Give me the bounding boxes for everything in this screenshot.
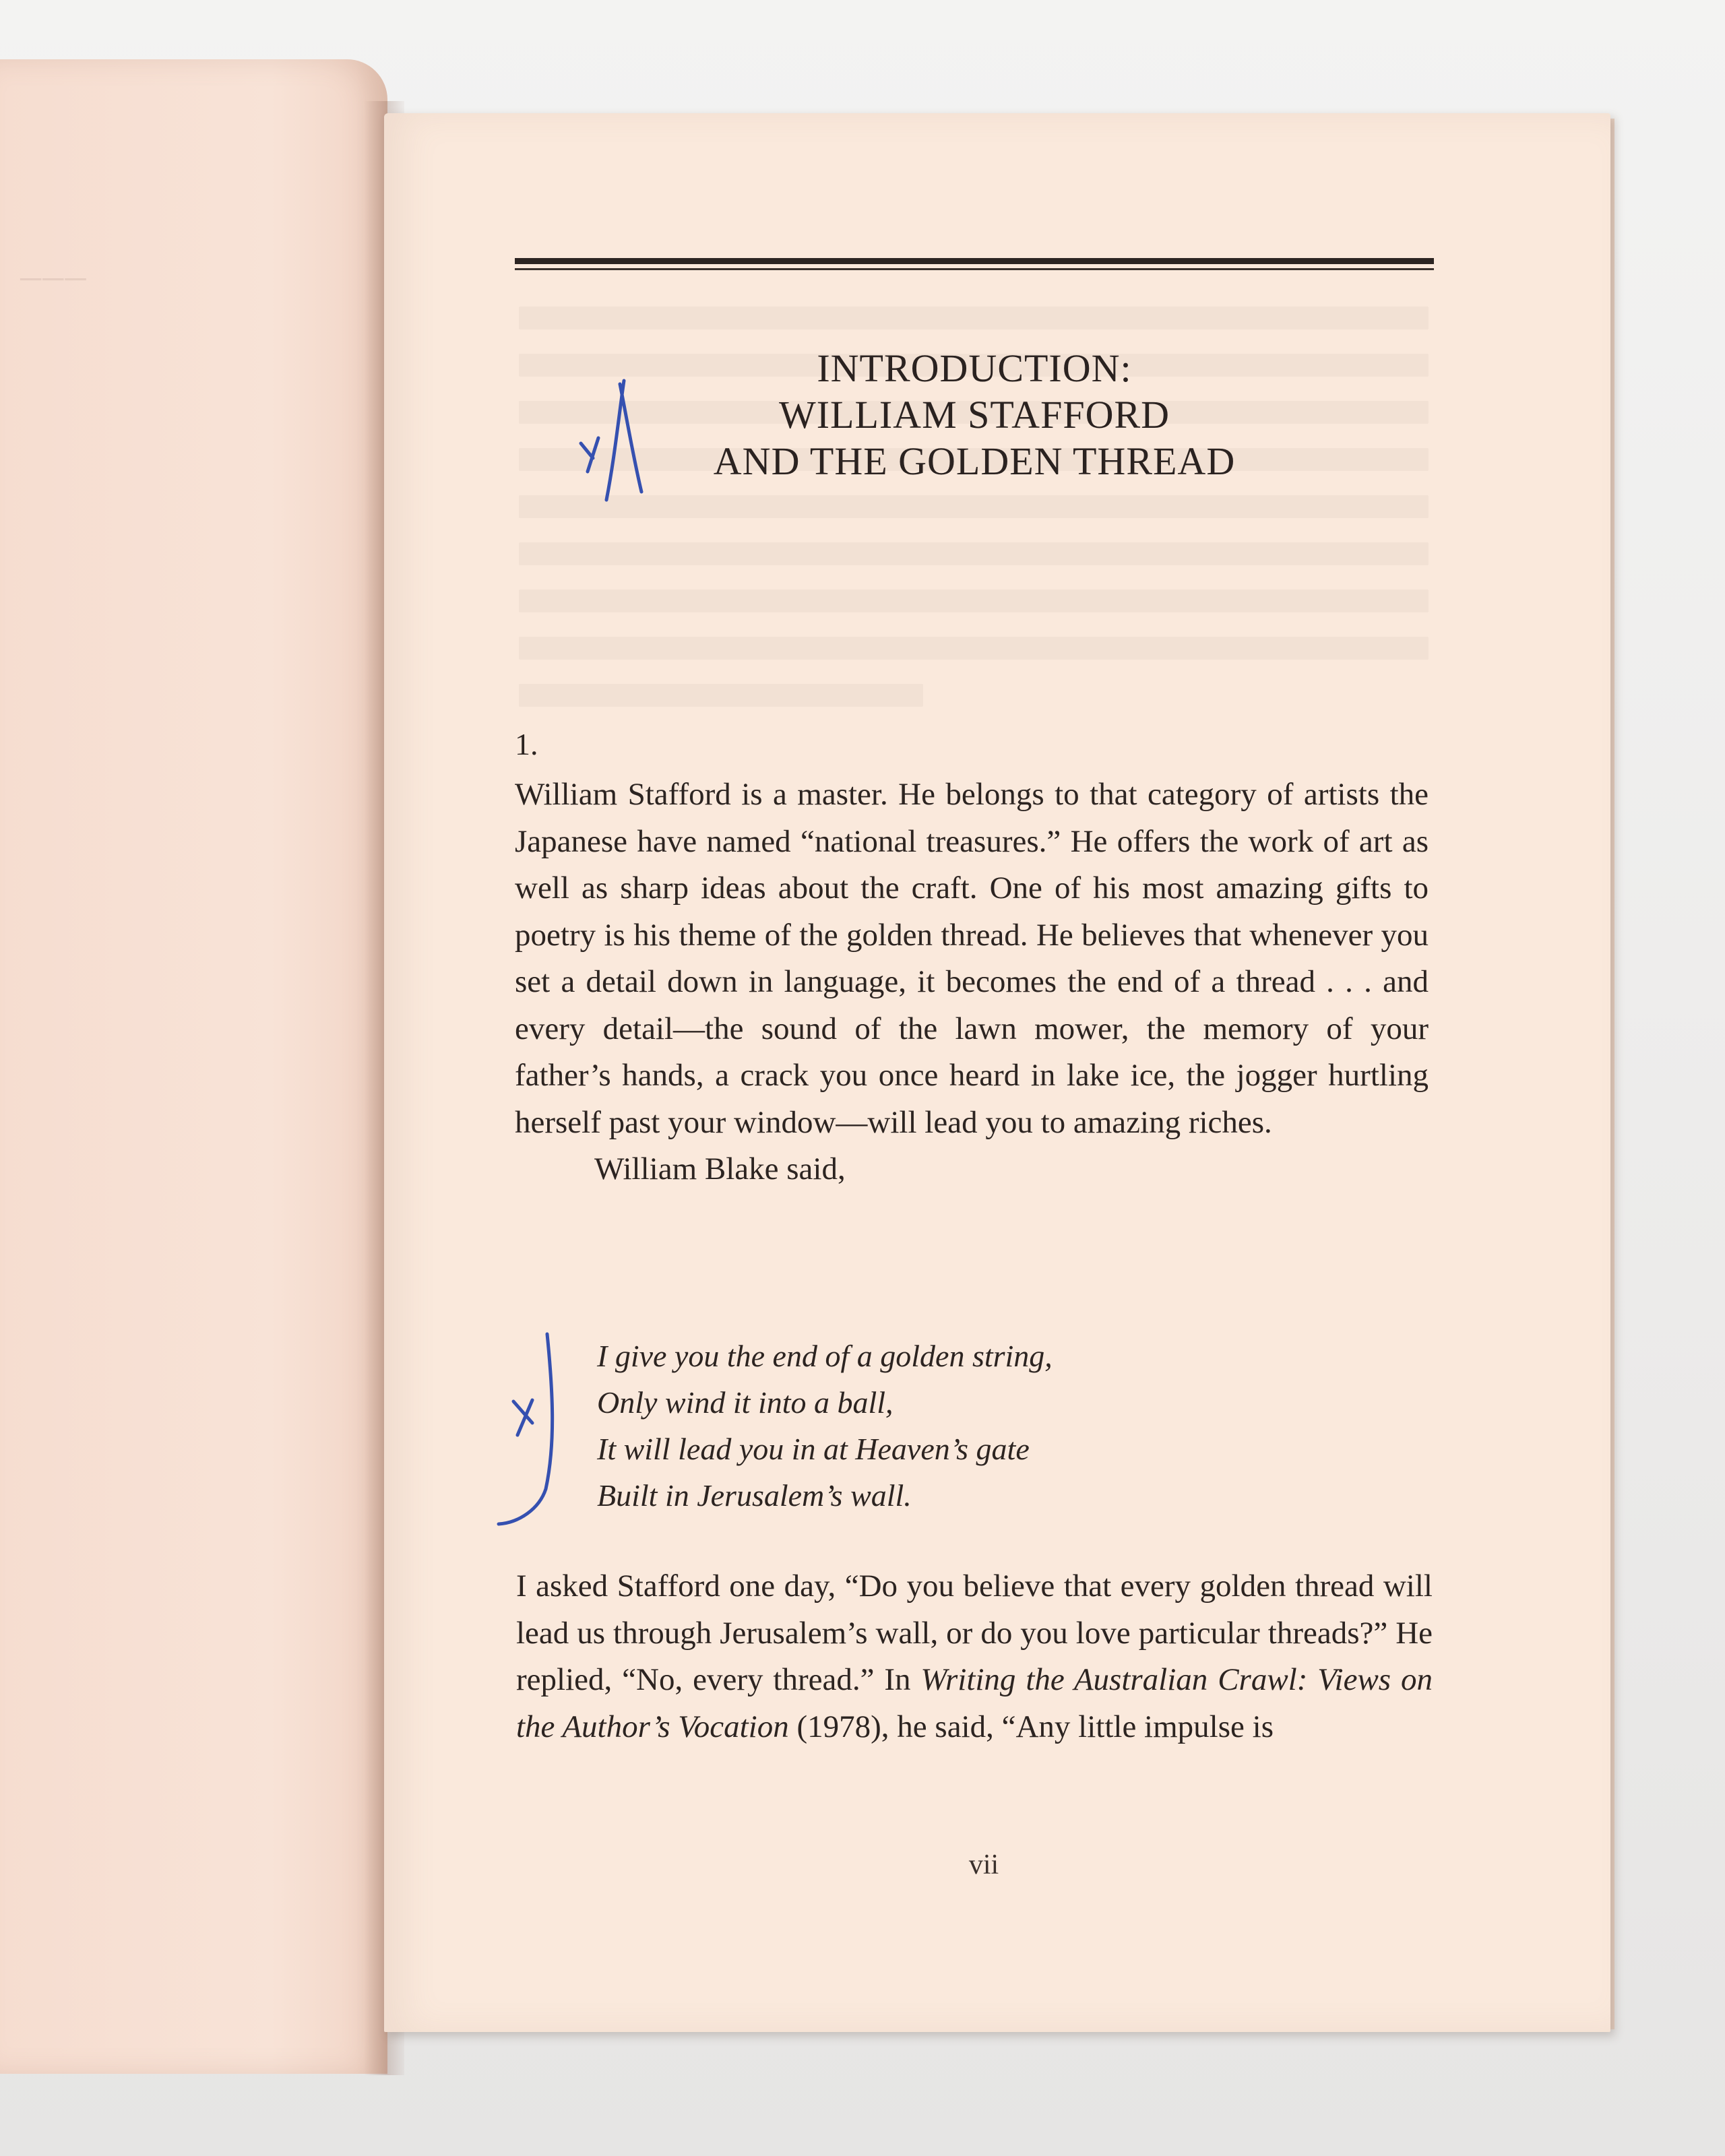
poem-line: Built in Jerusalem’s wall. bbox=[597, 1478, 912, 1513]
show-through-text: ─── bbox=[20, 262, 88, 295]
paragraph-text: I asked Stafford one day, “Do you believe that every golden thread will lead us through Jerusalem’s wall, or do you love particular threads?” He replied, “No, every thread.” In bbox=[516, 1568, 1433, 1697]
section-number: 1. bbox=[515, 727, 538, 761]
body-text bbox=[515, 771, 1429, 1193]
chapter-title bbox=[515, 345, 1434, 484]
header-rule-thick bbox=[515, 258, 1434, 264]
paragraph-text: (1978), he said, “Any little impulse is bbox=[788, 1709, 1274, 1744]
paragraph bbox=[516, 1563, 1433, 1750]
chapter-title-line: INTRODUCTION: bbox=[817, 346, 1132, 390]
chapter-title-line: AND THE GOLDEN THREAD bbox=[713, 439, 1236, 483]
left-facing-page bbox=[0, 59, 387, 2074]
page-number: vii bbox=[968, 1849, 999, 1880]
poem-line: It will lead you in at Heaven’s gate bbox=[597, 1432, 1030, 1466]
book-title: Writing the Australian Crawl: Views on the Author’s Vocation bbox=[516, 1662, 1433, 1744]
header-rule-thin bbox=[515, 268, 1434, 270]
poem-quote bbox=[597, 1333, 1053, 1519]
poem-line: I give you the end of a golden string, bbox=[597, 1339, 1053, 1373]
chapter-title-line: WILLIAM STAFFORD bbox=[778, 393, 1170, 437]
poem-line: Only wind it into a ball, bbox=[597, 1385, 893, 1420]
paragraph: William Blake said, bbox=[594, 1151, 846, 1186]
paragraph: William Stafford is a master. He belongs to that category of artists the Japanese have named “national treasures.” He offers the work of art as well as sharp ideas about the craft. One of his most amazing gifts to poetry is his theme of the golden thread. He believes that whenever you set a detail down in language, it becomes the end of a thread . . . and every detail—the sound of the lawn mower, the memory of your father’s hands, a crack you once heard in lake ice, the jogger hurtling herself past your window—will lead you to amazing riches. bbox=[515, 777, 1429, 1140]
